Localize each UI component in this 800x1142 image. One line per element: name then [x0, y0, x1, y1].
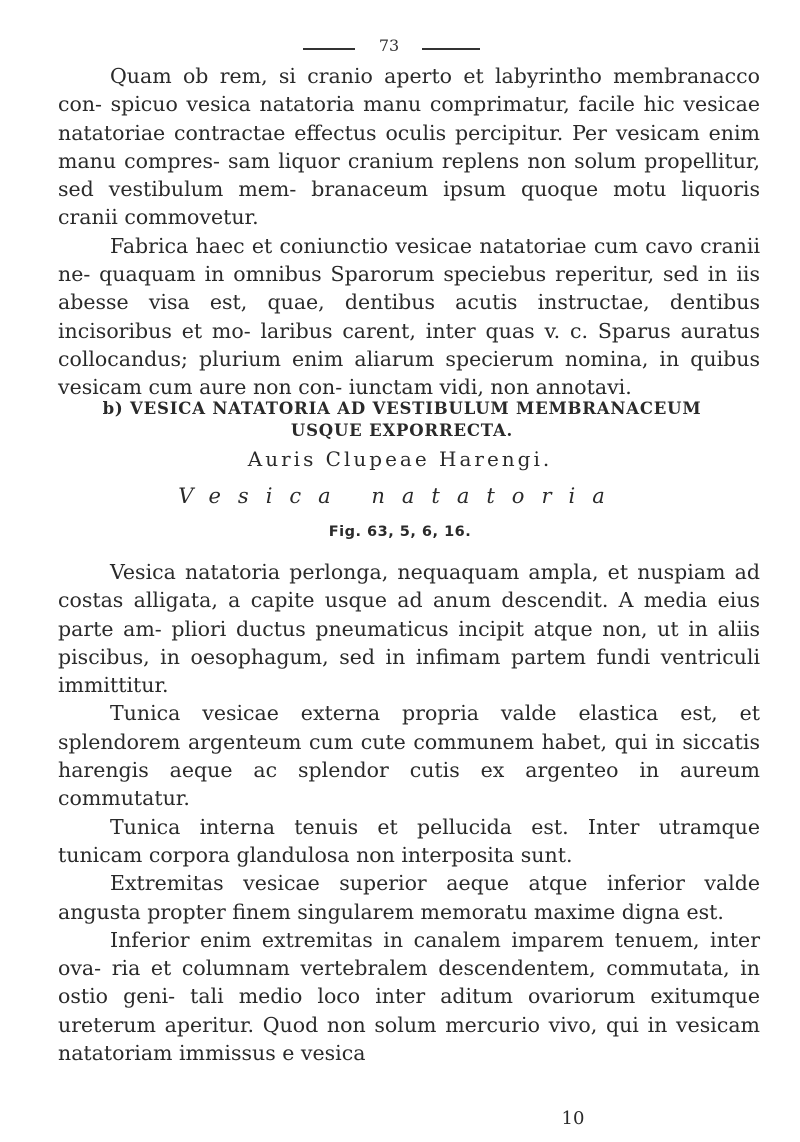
- page-number: 73: [378, 36, 400, 55]
- paragraph: Vesica natatoria perlonga, nequaquam ampla, et nuspiam ad costas alligata, a capite usque ad anum descendit. A media eius parte am- pliori ductus pneumaticus incipit atque non, ut in aliis piscibus, in oesophagum, sed in infimam partem fundi ventriculi immittitur.: [58, 560, 760, 698]
- paragraph: Tunica interna tenuis et pellucida est. Inter utramque tunicam corpora glandulosa non interposita sunt.: [58, 814, 760, 867]
- body-text-lower: [58, 558, 760, 1067]
- paragraph: Tunica vesicae externa propria valde elastica est, et splendorem argenteum cum cute communem habet, qui in siccatis harengis aeque ac splendor cutis ex argenteo in aureum commutatur.: [58, 701, 760, 811]
- header-rule-left: [303, 48, 355, 50]
- signature-mark: 10: [561, 1108, 585, 1129]
- paragraph: Quam ob rem, si cranio aperto et labyrintho membranacco con- spicuo vesica natatoria manu comprimatur, facile hic vesicae natatoriae contractae effectus oculis percipitur. Per vesicam enim manu compres- sam liquor cranium replens non solum propellitur, sed vestibulum mem- branaceum ipsum quoque motu liquoris cranii commovetur.: [58, 64, 760, 230]
- paragraph: Extremitas vesicae superior aeque atque inferior valde angusta propter finem singularem memoratu maxime digna est.: [58, 871, 760, 924]
- paragraph: Inferior enim extremitas in canalem imparem tenuem, inter ova- ria et columnam vertebralem descendentem, commutata, in ostio geni- tali medio loco inter aditum ovariorum exitumque ureterum aperitur. Quod non solum mercurio vivo, qui in vesicam natatoriam immissus e vesica: [58, 927, 760, 1066]
- body-text-upper: [58, 62, 760, 402]
- section-organ: Vesica natatoria: [178, 484, 622, 508]
- running-header: [0, 36, 800, 60]
- paragraph: Fabrica haec et coniunctio vesicae natatoriae cum cavo cranii ne- quaquam in omnibus Sparorum speciebus reperitur, sed in iis abesse visa est, quae, dentibus acutis instructae, dentibus incisoribus et mo- laribus carent, inter quas v. c. Sparus auratus collocandus; plurium enim aliarum specierum nomina, in quibus vesicam cum aure non con- iunctam vidi, non annotavi.: [58, 233, 760, 400]
- figure-reference: Fig. 63, 5, 6, 16.: [328, 524, 472, 540]
- section-subject: Auris Clupeae Harengi.: [247, 447, 553, 471]
- header-rule-right: [422, 48, 480, 50]
- section-title: b) VESICA NATATORIA AD VESTIBULUM MEMBRANACEUM USQUE EXPORRECTA.: [102, 399, 702, 440]
